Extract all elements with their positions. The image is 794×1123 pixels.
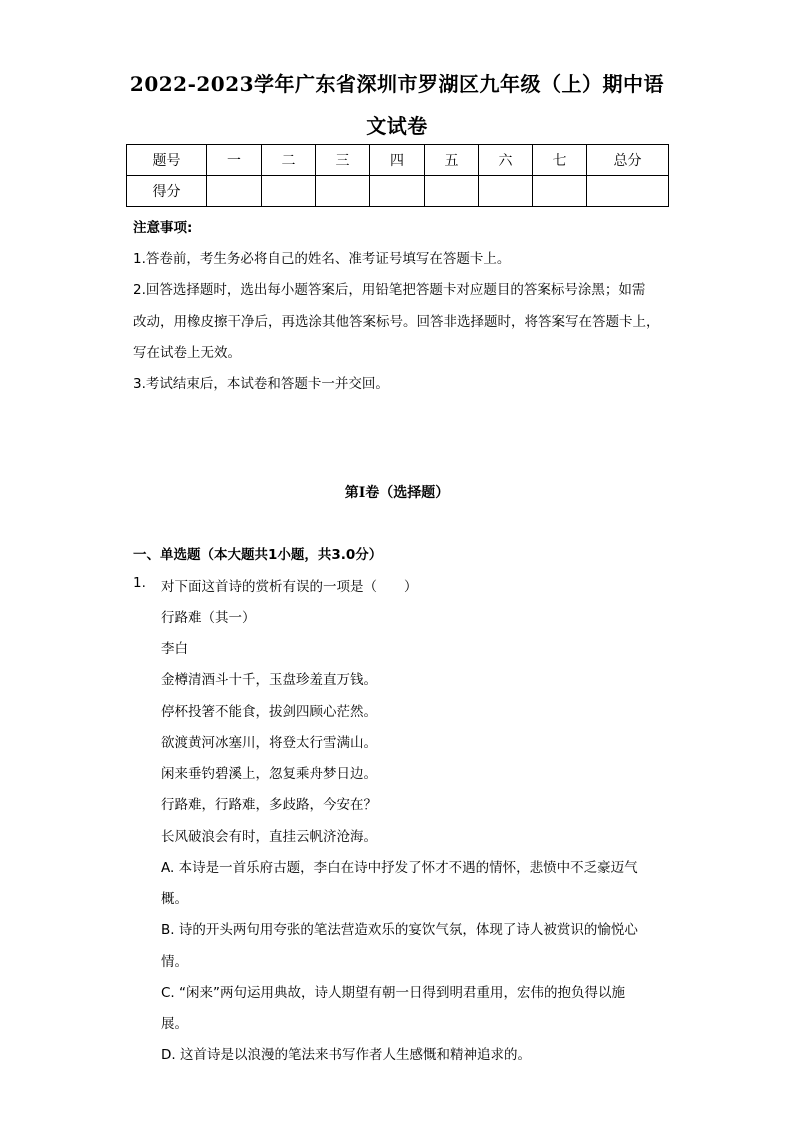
option-a-line1: A. 本诗是一首乐府古题，李白在诗中抒发了怀才不遇的情怀，悲愤中不乏豪迈气 — [161, 860, 638, 876]
note-item-2-line2: 改动，用橡皮擦干净后，再选涂其他答案标号。回答非选择题时，将答案写在答题卡上， — [133, 314, 660, 330]
score-header-cell: 二 — [262, 145, 316, 176]
score-header-cell: 三 — [316, 145, 370, 176]
part-heading: 一、单选题（本大题共1小题，共3.0分） — [133, 547, 383, 563]
option-c-line2: 展。 — [161, 1016, 188, 1032]
poem-line: 长风破浪会有时，直挂云帆济沧海。 — [161, 829, 377, 845]
poem-line: 行路难，行路难，多歧路，今安在？ — [161, 797, 377, 813]
score-table-header-row — [127, 145, 669, 176]
poem-line: 欲渡黄河冰塞川，将登太行雪满山。 — [161, 735, 377, 751]
option-b-line1: B. 诗的开头两句用夸张的笔法营造欢乐的宴饮气氛，体现了诗人被赏识的愉悦心 — [161, 922, 638, 938]
score-cell — [425, 176, 479, 207]
option-b-line2: 情。 — [161, 954, 188, 970]
score-cell — [587, 176, 669, 207]
score-table-score-row — [127, 176, 669, 207]
score-cell — [316, 176, 370, 207]
note-item-3: 3.考试结束后，本试卷和答题卡一并交回。 — [133, 376, 389, 392]
poem-line: 闲来垂钓碧溪上，忽复乘舟梦日边。 — [161, 766, 377, 782]
score-header-cell: 五 — [425, 145, 479, 176]
score-cell — [207, 176, 262, 207]
score-header-cell: 四 — [370, 145, 425, 176]
score-header-cell: 题号 — [127, 145, 207, 176]
notes-heading: 注意事项: — [133, 220, 193, 236]
score-header-cell: 六 — [479, 145, 533, 176]
score-cell — [262, 176, 316, 207]
score-cell — [370, 176, 425, 207]
poem-author: 李白 — [161, 641, 188, 657]
volume-title: 第I卷（选择题） — [344, 485, 450, 501]
score-table — [126, 144, 669, 207]
score-header-cell: 七 — [533, 145, 587, 176]
question-stem: 对下面这首诗的赏析有误的一项是（ ） — [161, 579, 418, 595]
exam-title-line1: 2022-2023学年广东省深圳市罗湖区九年级（上）期中语 — [129, 72, 665, 96]
poem-title: 行路难（其一） — [161, 610, 256, 626]
poem-line: 停杯投箸不能食，拔剑四顾心茫然。 — [161, 704, 377, 720]
option-a-line2: 概。 — [161, 891, 188, 907]
exam-title-line2: 文试卷 — [366, 114, 428, 138]
score-header-cell: 总分 — [587, 145, 669, 176]
note-item-2-line3: 写在试卷上无效。 — [133, 345, 241, 361]
score-header-cell: 一 — [207, 145, 262, 176]
score-row-label: 得分 — [127, 176, 207, 207]
option-d-line1: D. 这首诗是以浪漫的笔法来书写作者人生感慨和精神追求的。 — [161, 1047, 531, 1063]
note-item-1: 1.答卷前，考生务必将自己的姓名、准考证号填写在答题卡上。 — [133, 251, 511, 267]
score-cell — [533, 176, 587, 207]
option-c-line1: C. “闲来”两句运用典故，诗人期望有朝一日得到明君重用，宏伟的抱负得以施 — [161, 985, 625, 1001]
score-cell — [479, 176, 533, 207]
note-item-2-line1: 2.回答选择题时，选出每小题答案后，用铅笔把答题卡对应题目的答案标号涂黑；如需 — [133, 282, 646, 298]
poem-line: 金樽清酒斗十千，玉盘珍羞直万钱。 — [161, 672, 377, 688]
question-number: 1. — [133, 575, 146, 591]
